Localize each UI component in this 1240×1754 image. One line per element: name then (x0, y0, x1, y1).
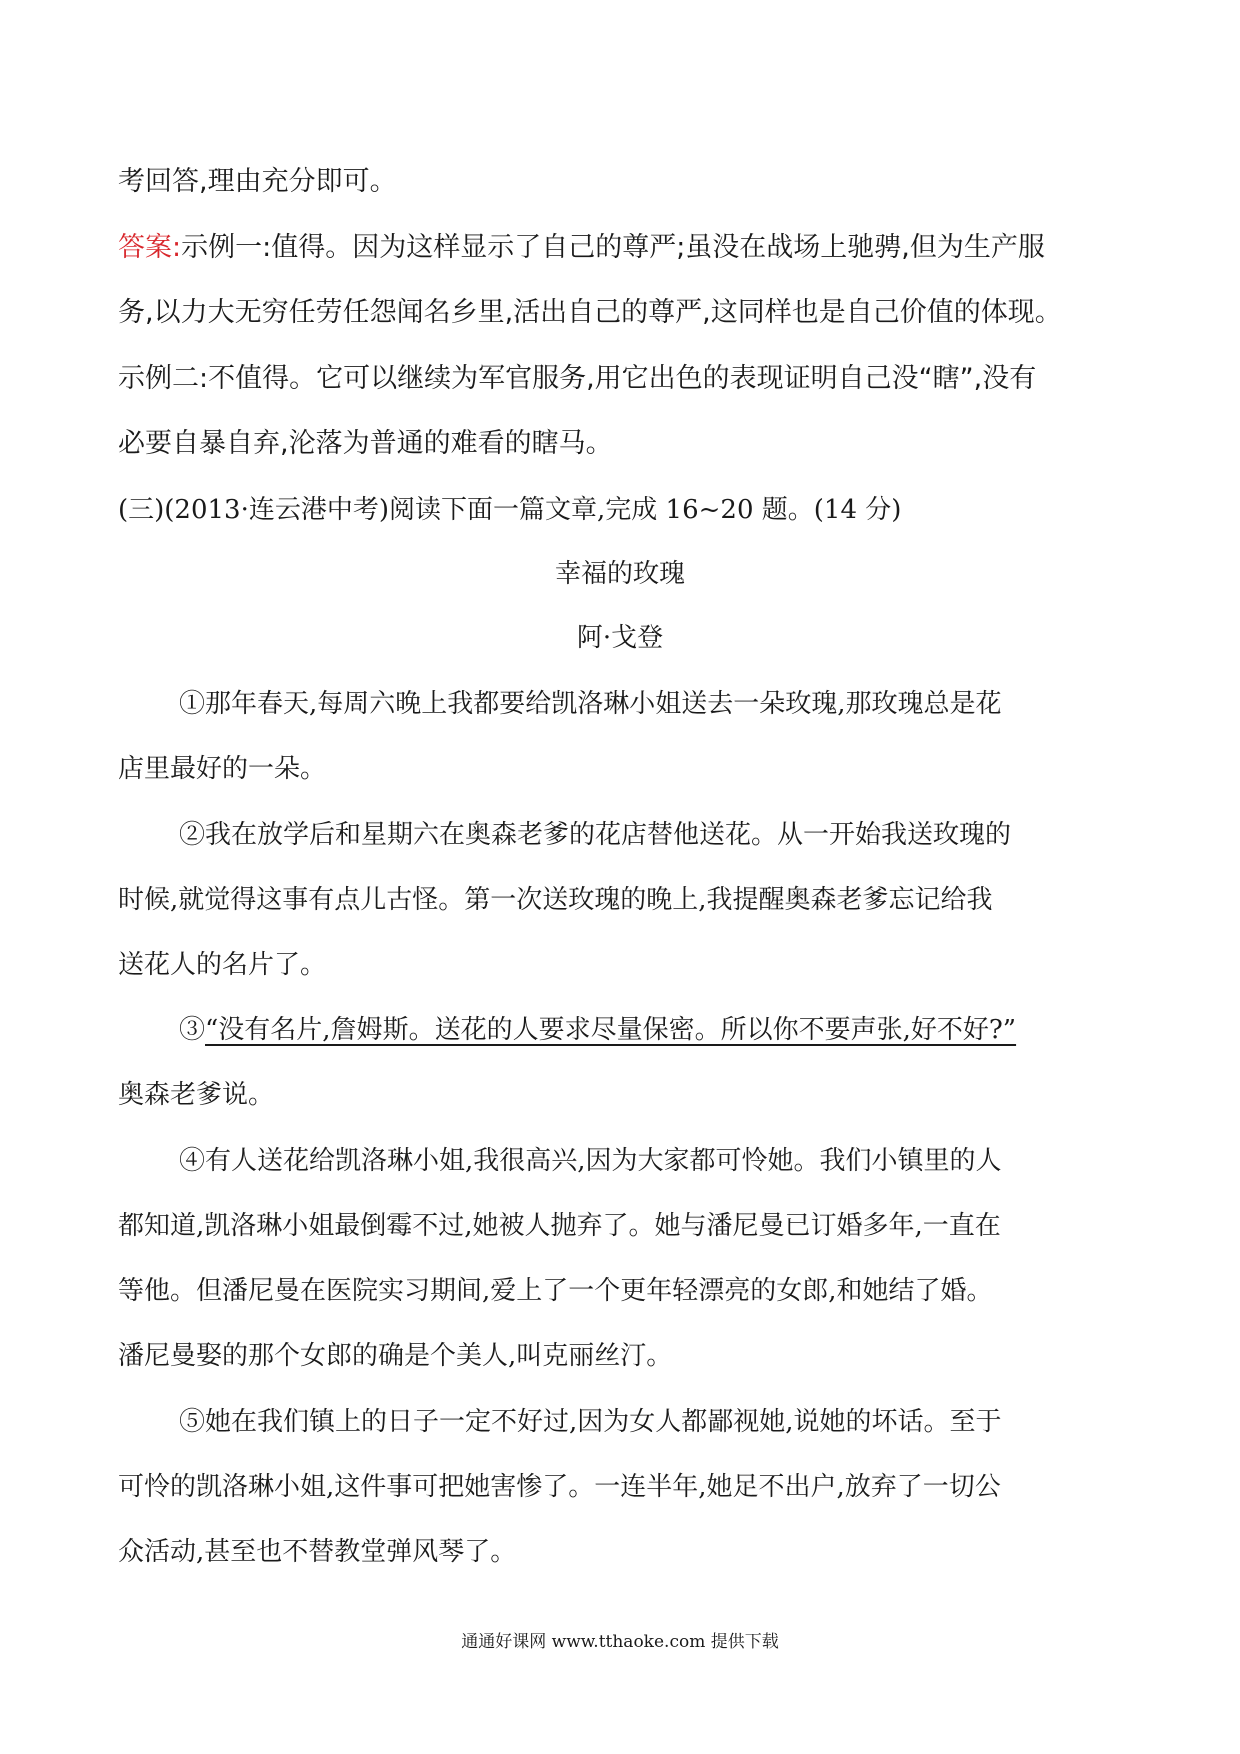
paragraph-2-line-1: ②我在放学后和星期六在奥森老爹的花店替他送花。从一开始我送玫瑰的 (179, 820, 1012, 850)
answer-line-3: 务,以力大无穷任劳任怨闻名乡里,活出自己的尊严,这同样也是自己价值的体现。 (118, 297, 1062, 328)
paragraph-1-line-1: ①那年春天,每周六晚上我都要给凯洛琳小姐送去一朵玫瑰,那玫瑰总是花 (179, 689, 1002, 719)
paragraph-5-line-1: ⑤她在我们镇上的日子一定不好过,因为女人都鄙视她,说她的坏话。至于 (179, 1407, 1002, 1437)
answer-label: 答案: (118, 232, 182, 263)
paragraph-2-line-2: 时候,就觉得这事有点儿古怪。第一次送玫瑰的晚上,我提醒奥森老爹忘记给我 (118, 885, 993, 915)
question-header: (三)(2013·连云港中考)阅读下面一篇文章,完成 16~20 题。(14 分) (118, 495, 902, 525)
paragraph-4-line-4: 潘尼曼娶的那个女郎的确是个美人,叫克丽丝汀。 (118, 1341, 673, 1371)
answer-line-5: 必要自暴自弃,沦落为普通的难看的瞎马。 (118, 428, 613, 459)
page-footer: 通通好课网 www.tthaoke.com 提供下载 (461, 1632, 779, 1652)
paragraph-2-line-3: 送花人的名片了。 (118, 950, 327, 980)
answer-example-one: 示例一:值得。因为这样显示了自己的尊严;虽没在战场上驰骋,但为生产服 (181, 232, 1045, 263)
paragraph-3-line-1 (179, 1012, 1016, 1048)
article-title: 幸福的玫瑰 (554, 559, 685, 589)
article-author: 阿·戈登 (576, 623, 664, 653)
paragraph-5-line-2: 可怜的凯洛琳小姐,这件事可把她害惨了。一连半年,她足不出户,放弃了一切公 (118, 1472, 1001, 1502)
paragraph-1-line-2: 店里最好的一朵。 (118, 754, 327, 784)
answer-line-2 (118, 230, 1045, 266)
answer-line-1: 考回答,理由充分即可。 (118, 166, 397, 197)
paragraph-4-line-3: 等他。但潘尼曼在医院实习期间,爱上了一个更年轻漂亮的女郎,和她结了婚。 (118, 1276, 993, 1306)
paragraph-5-line-3: 众活动,甚至也不替教堂弹风琴了。 (118, 1537, 517, 1567)
underlined-quote: “没有名片,詹姆斯。送花的人要求尽量保密。所以你不要声张,好不好?” (205, 1015, 1017, 1045)
answer-line-4: 示例二:不值得。它可以继续为军官服务,用它出色的表现证明自己没“瞎”,没有 (118, 363, 1037, 394)
paragraph-4-line-1: ④有人送花给凯洛琳小姐,我很高兴,因为大家都可怜她。我们小镇里的人 (179, 1146, 1002, 1176)
paragraph-3-number: ③ (179, 1015, 206, 1045)
paragraph-3-line-2: 奥森老爹说。 (118, 1080, 275, 1110)
paragraph-4-line-2: 都知道,凯洛琳小姐最倒霉不过,她被人抛弃了。她与潘尼曼已订婚多年,一直在 (118, 1211, 1001, 1241)
